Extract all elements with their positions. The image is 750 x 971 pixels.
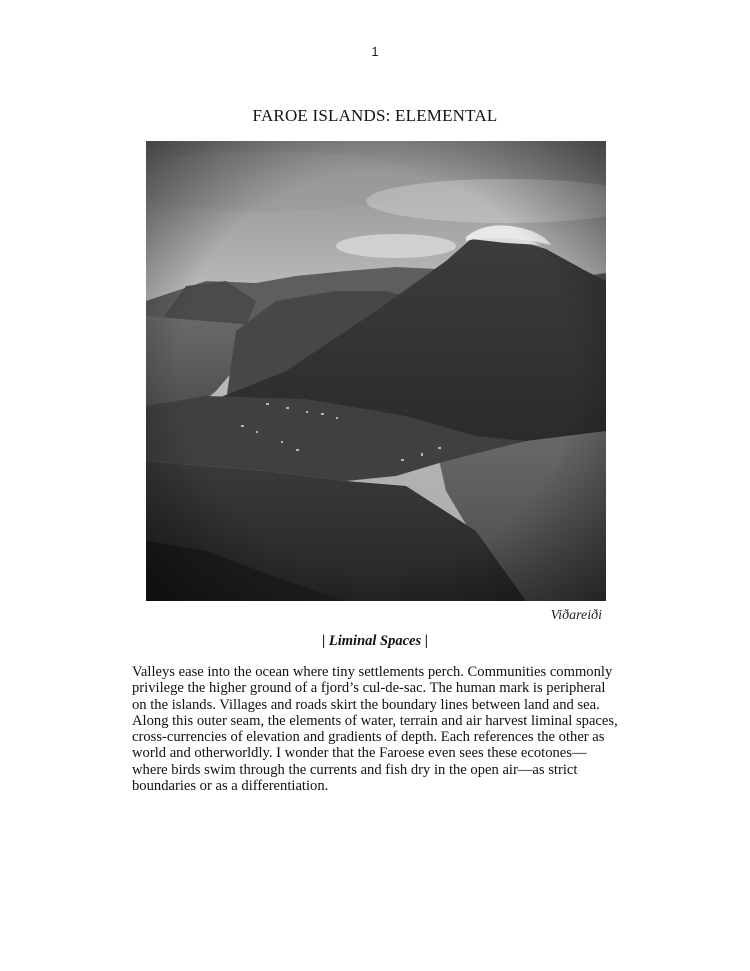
landscape-photo-art — [146, 141, 606, 601]
photo-caption: Viðareiði — [550, 608, 602, 623]
section-heading-label: Liminal Spaces — [328, 633, 422, 649]
landscape-photo — [146, 141, 606, 601]
page-title: FAROE ISLANDS: ELEMENTAL — [252, 106, 498, 125]
body-paragraph: Valleys ease into the ocean where tiny settlements perch. Communities commonly privilege the higher ground of a fjord’s cul-de-sac. The human mark is peripheral on the islands. Villages and roads skirt the boundary lines between land and sea. Along this outer seam, the elements of water, terrain and air harvest liminal spaces, cross-currencies of elevation and gradients of depth. Each references the other as world and otherworldly. I wonder that the Faroese even sees these ecotones—where birds swim through the currents and fish dry in the open air—as strict boundaries or as a differentiation. — [132, 664, 618, 795]
section-heading-close: | — [421, 633, 428, 649]
page-number: 1 — [371, 44, 379, 59]
section-heading — [0, 633, 750, 650]
section-heading-open: | — [322, 633, 329, 649]
